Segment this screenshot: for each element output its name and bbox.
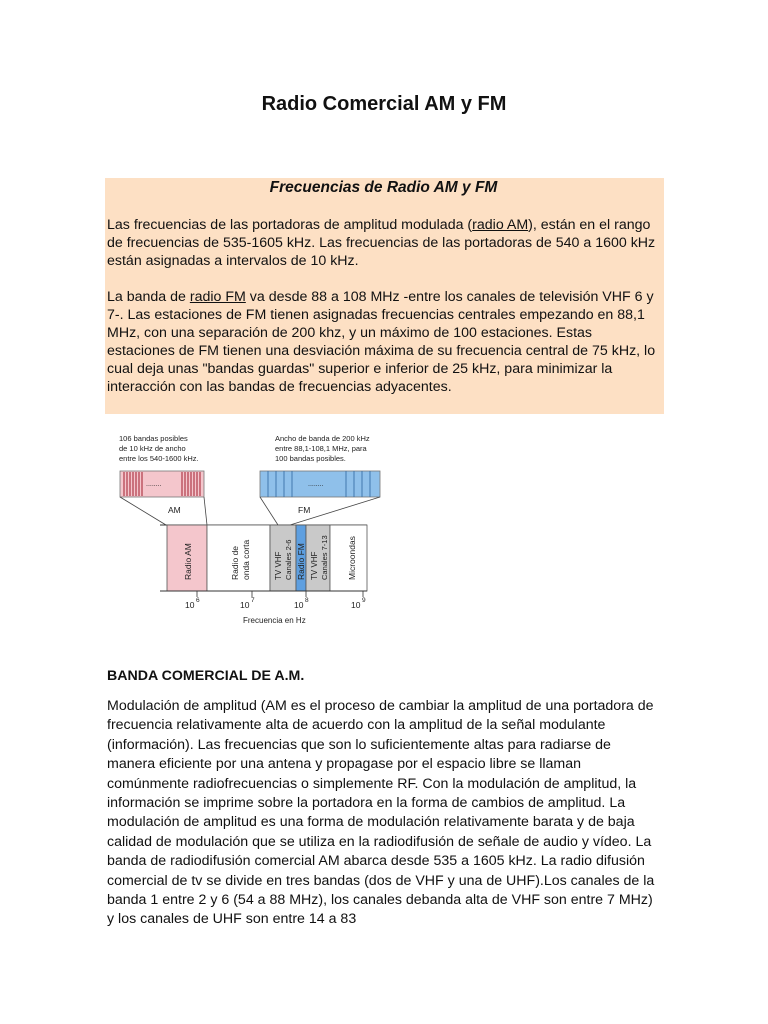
axis-ticks	[197, 591, 363, 597]
am-note-line-3: entre los 540-1600 kHz.	[119, 454, 199, 463]
radio-am-label: Radio AM	[183, 543, 193, 580]
fm-label: FM	[298, 505, 311, 515]
section-body: Modulación de amplitud (AM es el proceso de cambiar la amplitud de una portadora de frecuencia relativamente alta de acuerdo con la amplitud de la señal modulante (información). Las frecuencias que son lo suficientemente altas para radiarse de manera eficiente por una antena y propagase por el espacio libre se llaman comúnmente radiofrecuencias o simplemente RF. Con la modulación de amplitud, la información se imprime sobre la portadora en la forma de cambios de amplitud. La modulación de amplitud es una forma de modulación relativamente barata y de baja calidad de modulación que se utiliza en la radiodifusión de señale de audio y vídeo. La banda de radiodifusión comercial AM abarca desde 535 a 1605 kHz. La radio difusión comercial de tv se divide en tres bandas (dos de VHF y una de UHF).Los canales de la banda 1 entre 2 y 6 (54 a 88 MHz), los canales debanda alta de VHF son entre 7 MHz) y los canales de UHF son entre 14 a 83	[107, 698, 655, 928]
onda-corta-label-1: Radio de	[230, 545, 240, 580]
zoom-connectors	[120, 497, 380, 525]
tick-4-base: 10	[351, 600, 361, 610]
tv-vhf-low-label-1: TV VHF	[274, 551, 283, 580]
radio-fm-label: Radio FM	[296, 543, 306, 580]
spectrum-diagram	[110, 430, 400, 630]
spectrum-svg	[110, 430, 400, 630]
tv-vhf-high-label-2: Canales 7-13	[320, 535, 329, 580]
section-heading: BANDA COMERCIAL DE A.M.	[107, 668, 305, 684]
tick-2-base: 10	[240, 600, 250, 610]
am-text-start: Las frecuencias de las portadoras de amplitud modulada (	[107, 217, 473, 233]
fm-note-line-1: Ancho de banda de 200 kHz	[275, 434, 370, 443]
fm-note-line-2: entre 88,1-108,1 MHz, para	[275, 444, 367, 453]
tv-vhf-low-label-2: Canales 2-6	[284, 539, 293, 580]
tick-1-exp: 6	[196, 597, 200, 604]
am-label: AM	[168, 505, 181, 515]
page-title: Radio Comercial AM y FM	[261, 93, 507, 115]
radio-fm-link[interactable]: radio FM	[189, 289, 246, 305]
am-paragraph	[107, 216, 660, 270]
fm-note-line-3: 100 bandas posibles.	[275, 454, 346, 463]
tick-3-exp: 8	[305, 597, 309, 604]
onda-corta-label-2: onda corta	[241, 539, 251, 580]
tick-1-base: 10	[185, 600, 195, 610]
radio-am-link[interactable]: radio AM	[472, 217, 529, 233]
fm-paragraph	[107, 288, 660, 396]
am-note-line-1: 106 bandas posibles	[119, 434, 188, 443]
axis-label: Frecuencia en Hz	[243, 616, 306, 625]
am-note-line-2: de 10 kHz de ancho	[119, 444, 186, 453]
tick-3-base: 10	[294, 600, 304, 610]
fm-text-start: La banda de	[107, 289, 190, 305]
am-text-end: ), están en el rango de frecuencias de 535-1605 kHz. Las frecuencias de las portadoras de 540 a 1600 kHz están asignadas a intervalos de 10 kHz.	[107, 217, 656, 269]
box-heading: Frecuencias de Radio AM y FM	[269, 179, 498, 196]
tick-2-exp: 7	[251, 597, 255, 604]
tick-4-exp: 9	[362, 597, 366, 604]
microondas-label: Microondas	[347, 536, 357, 580]
info-box	[105, 178, 664, 414]
am-dots: ........	[146, 481, 162, 488]
fm-text-end: va desde 88 a 108 MHz -entre los canales de televisión VHF 6 y 7-. Las estaciones de FM tienen asignadas frecuencias centrales empezando en 88,1 MHz, con una separación de 200 khz, y un máximo de 100 estaciones. Estas estaciones de FM tienen una desviación máxima de su frecuencia central de 75 kHz, lo cual deja unas "bandas guardas" superior e inferior de 25 kHz, para minimizar la interacción con las bandas de frecuencias adyacentes.	[107, 289, 656, 395]
tv-vhf-high-label-1: TV VHF	[310, 551, 319, 580]
fm-dots: ........	[308, 481, 324, 488]
